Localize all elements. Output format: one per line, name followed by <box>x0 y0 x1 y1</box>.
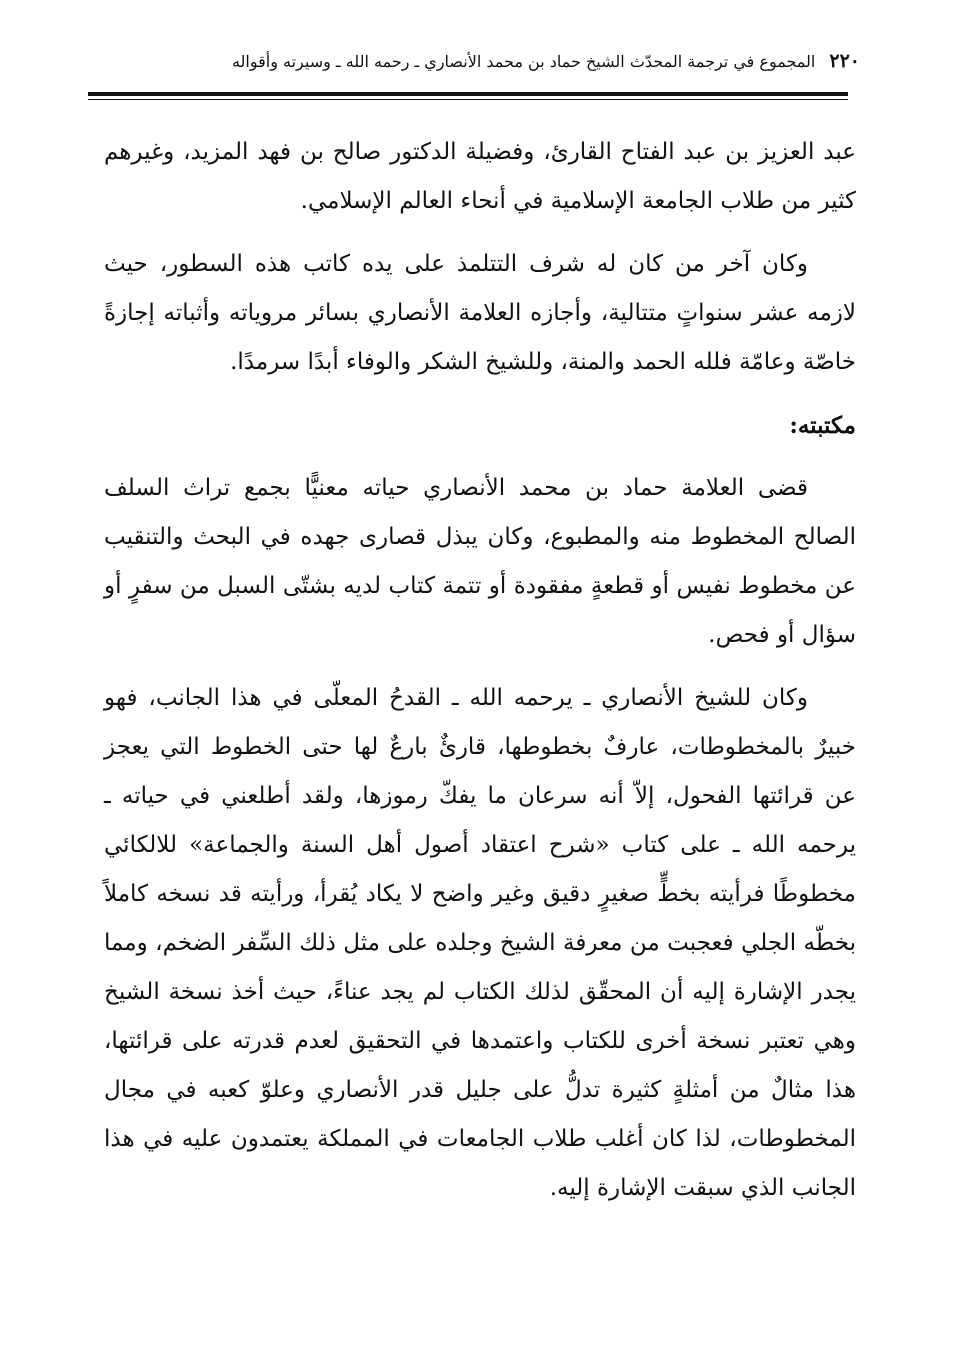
paragraph-manuscripts-expertise: وكان للشيخ الأنصاري ـ يرحمه الله ـ القدحُ المعلّى في هذا الجانب، فهو خبيرٌ بالمخطوطات، عارفٌ بخطوطها، قارئٌ بارعٌ لها حتى الخطوط التي يعجز عن قرائتها الفحول، إلاّ أنه سرعان ما يفكّ رموزها، ولقد أطلعني في حياته ـ يرحمه الله ـ على كتاب «شرح اعتقاد أصول أهل السنة والجماعة» للالكائي مخطوطًا فرأيته بخطٍّ صغيرٍ دقيق وغير واضح لا يكاد يُقرأ، ورأيته قد نسخه كاملاً بخطّه الجلي فعجبت من معرفة الشيخ وجلده على مثل ذلك السِّفر الضخم، ومما يجدر الإشارة إليه أن المحقّق لذلك الكتاب لم يجد عناءً، حيث أخذ نسخة الشيخ وهي تعتبر نسخة أخرى للكتاب واعتمدها في التحقيق لعدم قدرته على قرائتها، هذا مثالٌ من أمثلةٍ كثيرة تدلُّ على جليل قدر الأنصاري وعلوّ كعبه في مجال المخطوطات، لذا كان أغلب طلاب الجامعات في المملكة يعتمدون عليه في هذا الجانب الذي سبقت الإشارة إليه. <box>104 685 856 1201</box>
paragraph-last-student: وكان آخر من كان له شرف التتلمذ على يده كاتب هذه السطور، حيث لازمه عشر سنواتٍ متتالية، وأجازه العلامة الأنصاري بسائر مروياته وأثباته إجازةً خاصّة وعامّة فلله الحمد والمنة، وللشيخ الشكر والوفاء أبدًا سرمدًا. <box>104 251 856 375</box>
section-heading-library: مكتبته: <box>789 412 856 439</box>
running-header-title: المجموع في ترجمة المحدّث الشيخ حماد بن محمد الأنصاري ـ رحمه الله ـ وسيرته وأقواله <box>231 51 816 71</box>
page-number: ٢٢٠ <box>829 50 860 72</box>
body-text <box>104 128 856 1227</box>
running-header <box>150 44 860 78</box>
header-rule-thin <box>88 99 848 100</box>
header-rule-thick <box>88 92 848 96</box>
paragraph-continuation: عبد العزيز بن عبد الفتاح القارئ، وفضيلة الدكتور صالح بن فهد المزيد، وغيرهم كثير من طلاب الجامعة الإسلامية في أنحاء العالم الإسلامي. <box>104 139 856 214</box>
paragraph-library-intro: قضى العلامة حماد بن محمد الأنصاري حياته معنيًّا بجمع تراث السلف الصالح المخطوط منه والمطبوع، وكان يبذل قصارى جهده في البحث والتنقيب عن مخطوط نفيس أو قطعةٍ مفقودة أو تتمة كتاب لديه بشتّى السبل من سفرٍ أو سؤال أو فحص. <box>104 475 856 648</box>
